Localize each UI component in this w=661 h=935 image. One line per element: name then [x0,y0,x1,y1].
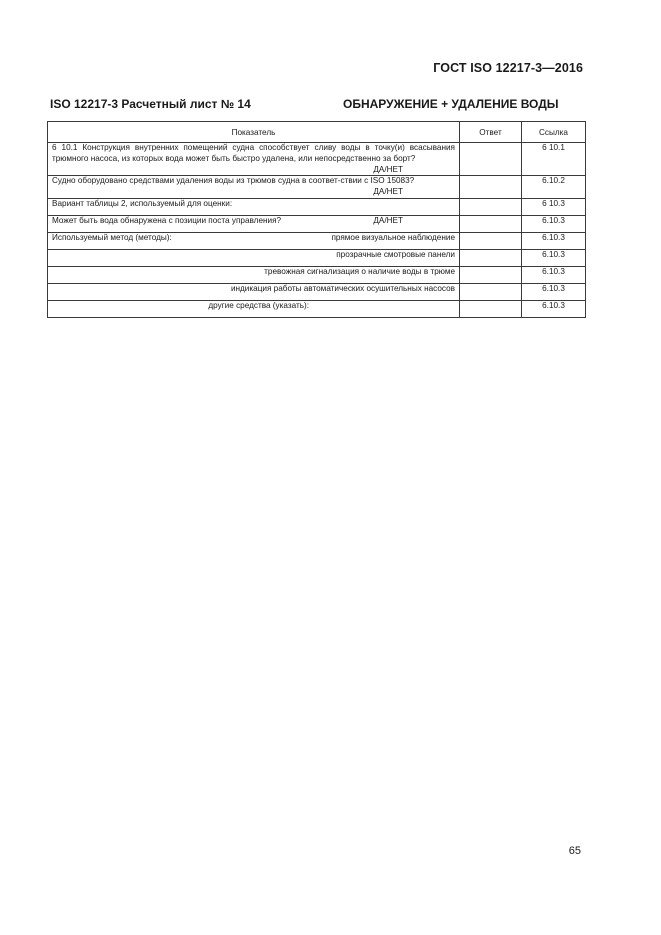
reference-cell: 6.10.2 [522,176,586,199]
method-cell [48,283,460,300]
answer-cell[interactable] [460,249,522,266]
table-row [48,215,586,232]
question-cell [48,198,460,215]
table-header-row [48,122,586,143]
assessment-table [47,121,586,318]
question-text: Может быть вода обнаружена с позиции поста управления? [52,215,282,225]
question-cell [48,215,460,232]
reference-cell: 6.10.3 [522,215,586,232]
question-cell [48,143,460,176]
reference-cell: 6.10.3 [522,232,586,249]
question-text: Судно оборудовано средствами удаления воды из трюмов судна в соответ-ствии с ISO 15083? [52,176,415,186]
method-option[interactable]: тревожная сигнализация о наличие воды в трюме [264,266,455,276]
answer-cell[interactable] [460,300,522,317]
question-cell [48,176,460,199]
reference-cell: 6.10.3 [522,300,586,317]
table-row [48,198,586,215]
question-text: Вариант таблицы 2, используемый для оценки: [52,198,233,208]
table-row [48,232,586,249]
column-header-indicator: Показатель [48,122,460,143]
method-cell [48,266,460,283]
page-number: 65 [568,845,581,857]
methods-label: Используемый метод (методы): [52,232,172,242]
column-header-answer: Ответ [460,122,522,143]
table-row [48,143,586,176]
method-option[interactable]: другие средства (указать): [208,300,309,310]
sheet-title: ISO 12217-3 Расчетный лист № 14 [50,97,251,111]
standard-code: ГОСТ ISO 12217-3—2016 [433,61,583,75]
method-option[interactable]: прямое визуальное наблюдение [331,232,455,242]
answer-cell[interactable] [460,143,522,176]
method-cell [48,249,460,266]
answer-cell[interactable] [460,232,522,249]
table-row [48,176,586,199]
yes-no-option[interactable]: ДА/НЕТ [373,164,403,174]
answer-cell[interactable] [460,198,522,215]
method-cell [48,232,460,249]
yes-no-option[interactable]: ДА/НЕТ [373,187,403,197]
reference-cell: 6.10.3 [522,266,586,283]
method-cell [48,300,460,317]
answer-cell[interactable] [460,215,522,232]
section-title: ОБНАРУЖЕНИЕ + УДАЛЕНИЕ ВОДЫ [343,97,559,111]
reference-cell: 6.10.3 [522,249,586,266]
table-row [48,266,586,283]
table-row [48,300,586,317]
answer-cell[interactable] [460,283,522,300]
question-text: 6 10.1 Конструкция внутренних помещений судна способствует сливу воды в точку(и) всасывания трюмного насоса, из которых вода может быть быстро удалена, или непосредственно за борт? [52,143,455,163]
table-row [48,283,586,300]
column-header-reference: Ссылка [522,122,586,143]
method-option[interactable]: прозрачные смотровые панели [336,249,455,259]
method-option[interactable]: индикация работы автоматических осушительных насосов [230,283,455,293]
yes-no-option[interactable]: ДА/НЕТ [373,215,403,225]
reference-cell: 6.10.3 [522,283,586,300]
table-row [48,249,586,266]
answer-cell[interactable] [460,176,522,199]
reference-cell: 6 10.1 [522,143,586,176]
reference-cell: 6 10.3 [522,198,586,215]
answer-cell[interactable] [460,266,522,283]
